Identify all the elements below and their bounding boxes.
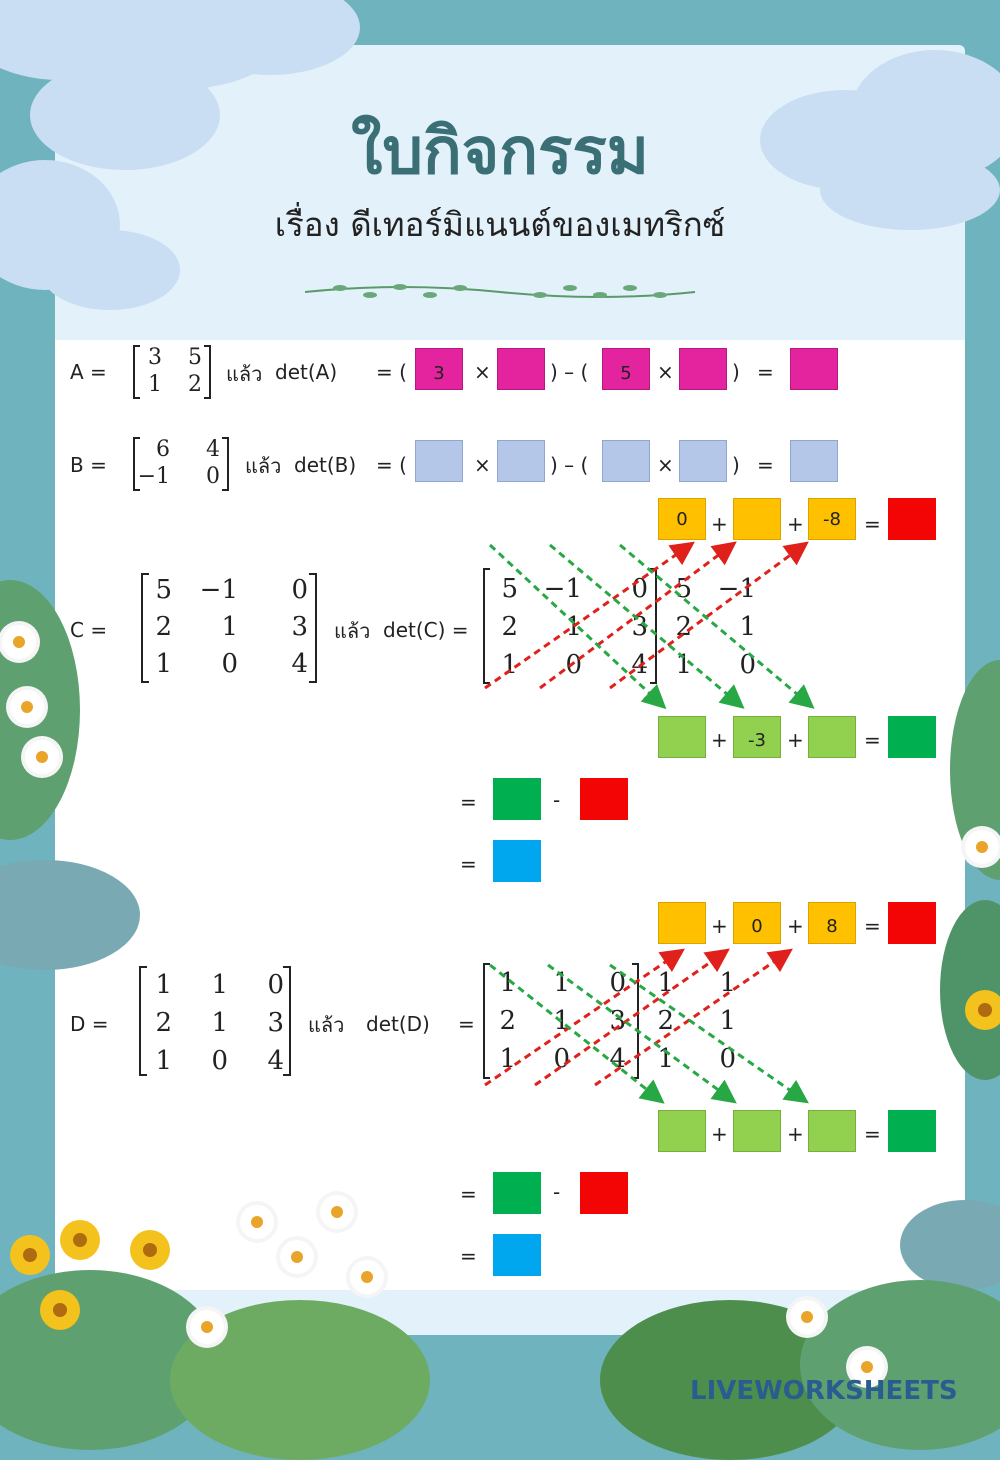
- plus-sign: +: [787, 512, 804, 536]
- det-c-label: det(C) =: [383, 618, 469, 642]
- plus-sign: +: [711, 914, 728, 938]
- answer-box-d-final[interactable]: [493, 1234, 541, 1276]
- matrix-d-expanded-cell: 4: [609, 1044, 626, 1074]
- det-d-label: det(D): [366, 1012, 430, 1036]
- matrix-c-expanded-cell: −1: [543, 574, 582, 604]
- plus-sign: +: [787, 914, 804, 938]
- det-a-label: det(A): [275, 360, 338, 384]
- matrix-d-cell: 3: [267, 1008, 284, 1038]
- matrix-b-cell: −1: [137, 464, 170, 489]
- matrix-a-cell: 2: [188, 372, 202, 397]
- matrix-d-label: D =: [70, 1012, 109, 1036]
- matrix-d-cell: 4: [267, 1046, 284, 1076]
- matrix-d-expanded-cell: 3: [609, 1006, 626, 1036]
- matrix-d-cell: 2: [155, 1008, 172, 1038]
- equals-sign: =: [460, 1182, 477, 1206]
- matrix-a: [138, 344, 202, 398]
- answer-box-c-top2[interactable]: [733, 498, 781, 540]
- matrix-b-label: B =: [70, 453, 107, 477]
- matrix-c-expanded-cell: 4: [631, 650, 648, 680]
- answer-box-c-bottom2[interactable]: -3: [733, 716, 781, 758]
- answer-box-b4[interactable]: [679, 440, 727, 482]
- times-sign: ×: [657, 453, 674, 477]
- matrix-b: [136, 436, 220, 490]
- matrix-d-expanded-cell: 2: [657, 1006, 674, 1036]
- matrix-c-expanded-cell: 0: [631, 574, 648, 604]
- matrix-d-expanded-cell: 0: [553, 1044, 570, 1074]
- plus-sign: +: [711, 728, 728, 752]
- matrix-d-cell: 1: [211, 1008, 228, 1038]
- matrix-c-cell: 3: [291, 612, 308, 642]
- matrix-a-cell: 5: [188, 345, 202, 370]
- matrix-c-cell: 0: [221, 649, 238, 679]
- sarrus-arrows-d-icon: [470, 940, 830, 1110]
- matrix-c-cell: −1: [199, 575, 238, 605]
- then-word: แล้ว: [245, 454, 282, 478]
- answer-box-c-bottom-sum[interactable]: [888, 716, 936, 758]
- equals-sign: =: [864, 914, 881, 938]
- mid-paren: ) – (: [550, 453, 589, 477]
- equals-sign: =: [757, 453, 774, 477]
- equals-sign: =: [460, 1244, 477, 1268]
- vine-divider-icon: [300, 278, 700, 306]
- plus-sign: +: [787, 728, 804, 752]
- equals-sign: =: [864, 512, 881, 536]
- minus-sign: -: [553, 788, 561, 812]
- matrix-d-cell: 0: [267, 970, 284, 1000]
- matrix-c-expanded-cell: −1: [717, 574, 756, 604]
- answer-box-d-bottom2[interactable]: [733, 1110, 781, 1152]
- close-paren: ): [732, 360, 740, 384]
- matrix-d-cell: 1: [155, 970, 172, 1000]
- matrix-c-expanded-cell: 3: [631, 612, 648, 642]
- answer-box-b3[interactable]: [602, 440, 650, 482]
- page-subtitle: เรื่อง ดีเทอร์มิแนนต์ของเมทริกซ์: [274, 205, 726, 244]
- matrix-d-expanded-cell: 1: [657, 968, 674, 998]
- open-paren: = (: [376, 360, 407, 384]
- equals-sign: =: [460, 790, 477, 814]
- equals-sign: =: [864, 728, 881, 752]
- answer-box-c-top1[interactable]: 0: [658, 498, 706, 540]
- matrix-c-expanded-cell: 1: [501, 650, 518, 680]
- matrix-d-expanded-cell: 0: [609, 968, 626, 998]
- matrix-d-expanded-cell: 1: [719, 1006, 736, 1036]
- matrix-a-cell: 1: [148, 372, 162, 397]
- matrix-c-expanded-cell: 1: [565, 612, 582, 642]
- matrix-b-cell: 0: [206, 464, 220, 489]
- answer-box-c-diff1[interactable]: [493, 778, 541, 820]
- answer-box-d-diff2[interactable]: [580, 1172, 628, 1214]
- det-b-label: det(B): [294, 453, 357, 477]
- matrix-d-cell: 0: [211, 1046, 228, 1076]
- matrix-c-expanded-cell: 2: [675, 612, 692, 642]
- matrix-a-cell: 3: [148, 345, 162, 370]
- answer-box-a2[interactable]: [497, 348, 545, 390]
- matrix-c-expanded-cell: 0: [565, 650, 582, 680]
- matrix-d-expanded-cell: 1: [499, 1044, 516, 1074]
- matrix-c-expanded-cell: 1: [739, 612, 756, 642]
- answer-box-d-top1[interactable]: [658, 902, 706, 944]
- times-sign: ×: [474, 453, 491, 477]
- answer-box-d-top2[interactable]: 0: [733, 902, 781, 944]
- then-word: แล้ว: [226, 362, 263, 386]
- matrix-d-expanded-cell: 1: [657, 1044, 674, 1074]
- matrix-d-cell: 1: [211, 970, 228, 1000]
- plus-sign: +: [711, 512, 728, 536]
- matrix-c-cell: 1: [155, 649, 172, 679]
- matrix-d-expanded-cell: 1: [553, 968, 570, 998]
- plus-sign: +: [787, 1122, 804, 1146]
- matrix-d-expanded-cell: 0: [719, 1044, 736, 1074]
- answer-box-d-diff1[interactable]: [493, 1172, 541, 1214]
- matrix-a-label: A =: [70, 360, 107, 384]
- matrix-c-expanded-cell: 1: [675, 650, 692, 680]
- answer-box-a1[interactable]: 3: [415, 348, 463, 390]
- matrix-d-expanded-cell: 1: [499, 968, 516, 998]
- answer-box-d-bottom1[interactable]: [658, 1110, 706, 1152]
- answer-box-b-result[interactable]: [790, 440, 838, 482]
- liveworksheets-logo: LIVEWORKSHEETS: [690, 1376, 958, 1406]
- matrix-b-cell: 4: [206, 437, 220, 462]
- answer-box-d-top3[interactable]: 8: [808, 902, 856, 944]
- matrix-c-cell: 2: [155, 612, 172, 642]
- matrix-c-cell: 4: [291, 649, 308, 679]
- answer-box-b1[interactable]: [415, 440, 463, 482]
- answer-box-c-bottom1[interactable]: [658, 716, 706, 758]
- open-paren: = (: [376, 453, 407, 477]
- matrix-c-cell: 0: [291, 575, 308, 605]
- equals-sign: =: [458, 1012, 475, 1036]
- answer-box-d-top-sum[interactable]: [888, 902, 936, 944]
- minus-sign: -: [553, 1180, 561, 1204]
- matrix-c-label: C =: [70, 618, 108, 642]
- answer-box-c-bottom3[interactable]: [808, 716, 856, 758]
- page-title: ใบกิจกรรม: [351, 115, 649, 189]
- matrix-c-cell: 1: [221, 612, 238, 642]
- matrix-c-expanded-cell: 5: [675, 574, 692, 604]
- answer-box-c-top-sum[interactable]: [888, 498, 936, 540]
- answer-box-c-diff2[interactable]: [580, 778, 628, 820]
- answer-box-a4[interactable]: [679, 348, 727, 390]
- times-sign: ×: [474, 360, 491, 384]
- matrix-b-cell: 6: [156, 437, 170, 462]
- matrix-d-expanded-cell: 1: [553, 1006, 570, 1036]
- matrix-d: [144, 966, 284, 1080]
- matrix-c-cell: 5: [155, 575, 172, 605]
- plus-sign: +: [711, 1122, 728, 1146]
- then-word: แล้ว: [308, 1013, 345, 1037]
- close-paren: ): [732, 453, 740, 477]
- answer-box-c-top3[interactable]: -8: [808, 498, 856, 540]
- matrix-c: [144, 572, 308, 683]
- equals-sign: =: [864, 1122, 881, 1146]
- answer-box-a-result[interactable]: [790, 348, 838, 390]
- mid-paren: ) – (: [550, 360, 589, 384]
- answer-box-c-final[interactable]: [493, 840, 541, 882]
- then-word: แล้ว: [334, 619, 371, 643]
- equals-sign: =: [460, 852, 477, 876]
- matrix-c-expanded-cell: 2: [501, 612, 518, 642]
- matrix-c-expanded-cell: 5: [501, 574, 518, 604]
- matrix-d-cell: 1: [155, 1046, 172, 1076]
- answer-box-a3[interactable]: 5: [602, 348, 650, 390]
- matrix-d-expanded-cell: 2: [499, 1006, 516, 1036]
- matrix-c-expanded-cell: 0: [739, 650, 756, 680]
- answer-box-b2[interactable]: [497, 440, 545, 482]
- sarrus-arrows-c-icon: [470, 540, 830, 715]
- matrix-d-expanded-cell: 1: [719, 968, 736, 998]
- answer-box-d-bottom-sum[interactable]: [888, 1110, 936, 1152]
- answer-box-d-bottom3[interactable]: [808, 1110, 856, 1152]
- equals-sign: =: [757, 360, 774, 384]
- times-sign: ×: [657, 360, 674, 384]
